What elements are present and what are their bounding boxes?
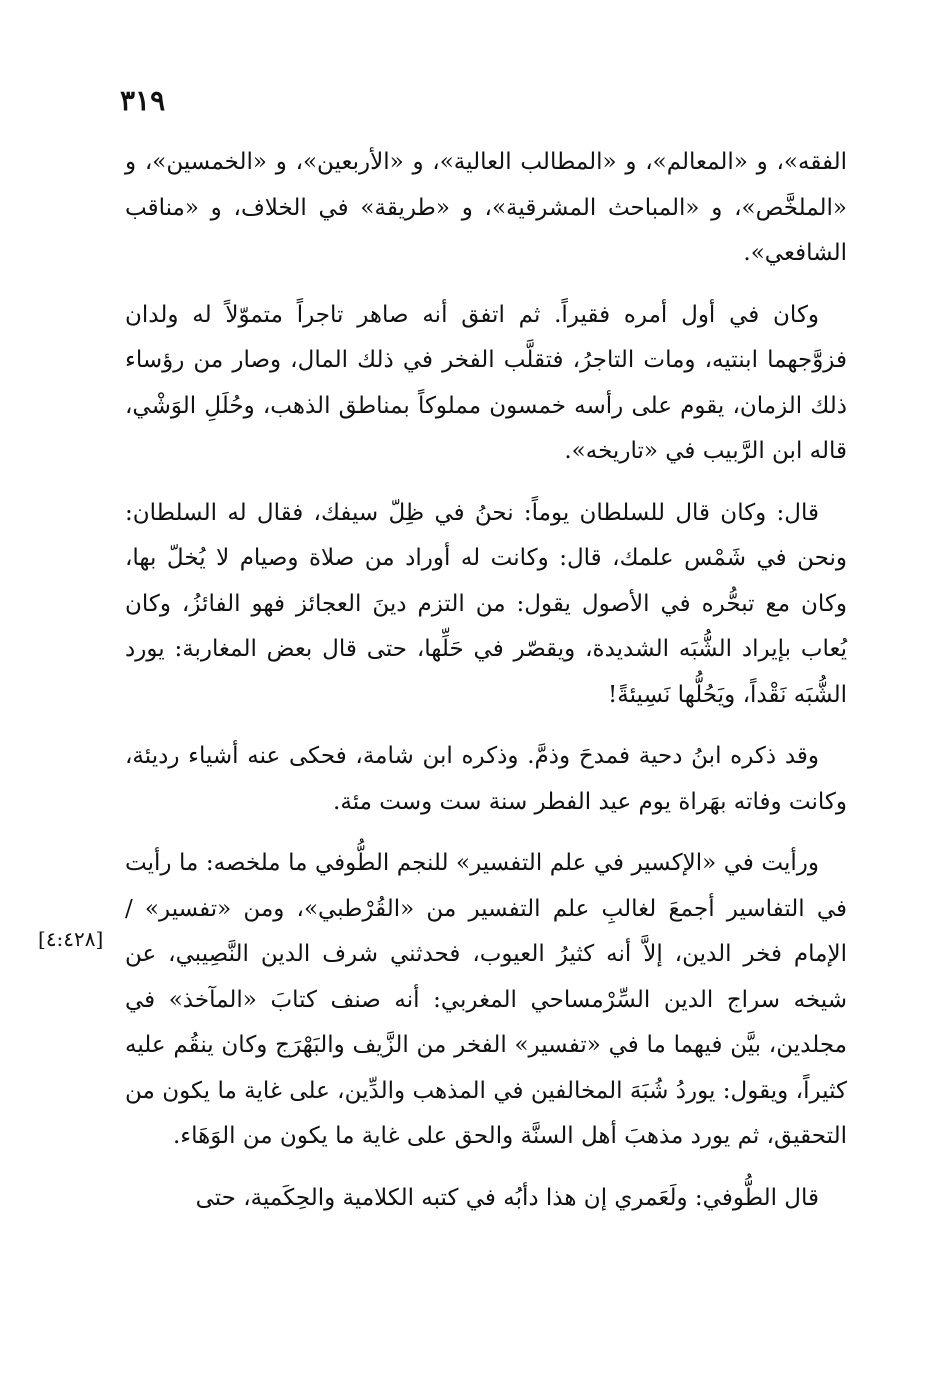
- paragraph-3: قال: وكان قال للسلطان يوماً: نحنُ في ظِلّ سيفك، فقال له السلطان: ونحن في شَمْس علمك، قال: وكانت له أوراد من صلاة وصيام لا يُخلّ بها، وكان مع تبحُّره في الأصول يقول: من التزم دينَ العجائز فهو الفائزُ، وكان يُعاب بإيراد الشُّبَه الشديدة، ويقصّر في حَلِّها، حتى قال بعض المغاربة: يورد الشُّبَه نَقْداً، ويَحُلُّها نَسِيئةً!: [125, 499, 847, 708]
- paragraph-1: الفقه»، و «المعالم»، و «المطالب العالية»، و «الأربعين»، و «الخمسين»، و «الملخَّص»، و «المباحث المشرقية»، و «طريقة» في الخلاف، و «مناقب الشافعي».: [125, 149, 847, 266]
- paragraph-2: وكان في أول أمره فقيراً. ثم اتفق أنه صاهر تاجراً متموّلاً له ولدان فزوَّجهما ابنتيه، ومات التاجرُ، فتقلَّب الفخر في ذلك المال، وصار من رؤساء ذلك الزمان، يقوم على رأسه خمسون مملوكاً بمناطق الذهب، وحُلَلِ الوَشْي، قاله ابن الرَّبيب في «تاريخه».: [125, 301, 848, 464]
- page-number: ٣١٩: [120, 84, 166, 117]
- body-text: [125, 140, 847, 1237]
- paragraph-6: قال الطُّوفي: ولَعَمري إن هذا دأبُه في كتبه الكلامية والحِكَمية، حتى: [195, 1184, 819, 1211]
- paragraph-4: وقد ذكره ابنُ دحية فمدحَ وذمَّ. وذكره ابن شامة، فحكى عنه أشياء رديئة، وكانت وفاته بهَراة يوم عيد الفطر سنة ست وست مئة.: [125, 743, 847, 815]
- margin-reference: [٤:٤٢٨]: [38, 927, 104, 951]
- paragraph-5: ورأيت في «الإكسير في علم التفسير» للنجم الطُّوفي ما ملخصه: ما رأيت في التفاسير أجمعَ لغالبِ علم التفسير من «القُرْطبي»، ومن «تفسير» / الإمام فخر الدين، إلاَّ أنه كثيرُ العيوب، فحدثني شرف الدين النَّصِيبي، عن شيخه سراج الدين السِّرْمساحي المغربي: أنه صنف كتابَ «المآخذ» في مجلدين، بيَّن فيهما ما في «تفسير» الفخر من الزَّيف والبَهْرَج وكان ينقُم عليه كثيراً، ويقول: يوردُ شُبَهَ المخالفين في المذهب والدِّين، على غاية ما يكون من التحقيق، ثم يورد مذهبَ أهل السنَّة والحق على غاية ما يكون من الوَهَاء.: [125, 850, 847, 1149]
